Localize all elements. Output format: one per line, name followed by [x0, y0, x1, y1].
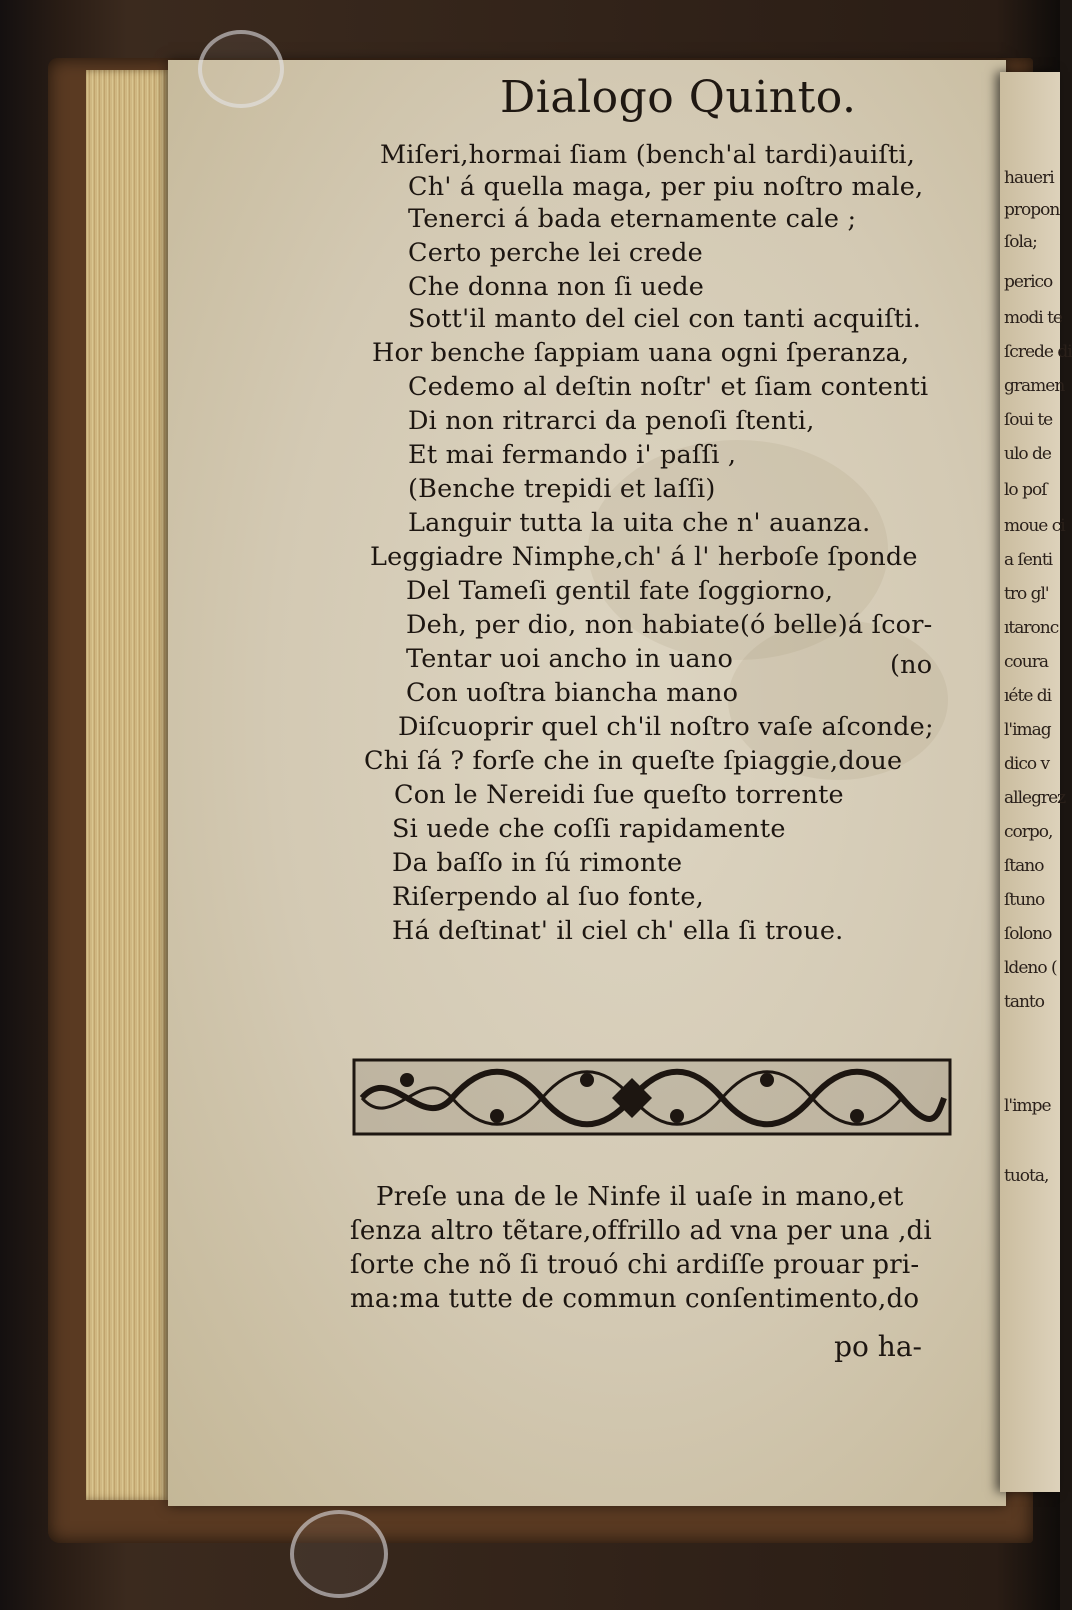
verse-line: Tentar uoi ancho in uano: [406, 644, 733, 674]
page-edges: [86, 70, 170, 1500]
prose-line: ma:ma tutte de commun conſentimento,do: [350, 1284, 920, 1314]
facing-text: allegrez: [1004, 788, 1066, 808]
facing-text: ſola;: [1004, 232, 1037, 252]
verse-line: Del Tameſi gentil fate ſoggiorno,: [406, 576, 834, 606]
facing-text: tanto: [1004, 992, 1044, 1012]
verse-line: Si uede che coſſi rapidamente: [392, 814, 786, 844]
verse-line: Miſeri,hormai ſiam (bench'al tardi)auiſti,: [380, 140, 916, 170]
page-header: Dialogo Quinto.: [500, 72, 857, 123]
facing-text: a ſenti: [1004, 550, 1053, 570]
verse-line: Ch' á quella maga, per piu noſtro male,: [408, 172, 924, 202]
facing-page: [1000, 72, 1072, 1492]
clip-icon: [198, 30, 284, 108]
verse-line: Hor benche ſappiam uana ogni ſperanza,: [372, 338, 910, 368]
facing-text: perico: [1004, 272, 1053, 292]
verse-line: Con le Nereidi ſue queſto torrente: [394, 780, 844, 810]
facing-text: ulo de: [1004, 444, 1051, 464]
facing-text: lo poſ: [1004, 480, 1047, 500]
verse-line: Certo perche lei crede: [408, 238, 703, 268]
verse-line: Riſerpendo al ſuo fonte,: [392, 882, 704, 912]
verse-line: Di non ritrarci da penoſi ſtenti,: [408, 406, 815, 436]
verse-line: Tenerci á bada eternamente cale ;: [408, 204, 857, 234]
facing-text: propon: [1004, 200, 1060, 220]
facing-text: ıtaronc: [1004, 618, 1059, 638]
verse-line: (Benche trepidi et laſſi): [408, 474, 716, 504]
facing-text: ſtuno: [1004, 890, 1045, 910]
verse-line: Deh, per dio, non habiate(ó belle)á ſcor-: [406, 610, 933, 640]
facing-text: dico v: [1004, 754, 1050, 774]
facing-text: corpo,: [1004, 822, 1053, 842]
verse-line: Che donna non ſi uede: [408, 272, 705, 302]
facing-text: ſoui te: [1004, 410, 1053, 430]
catchword: po ha-: [834, 1330, 922, 1363]
prose-line: ſenza altro tẽtare,offrillo ad vna per una ,di: [350, 1216, 932, 1246]
facing-text: coura: [1004, 652, 1048, 672]
ornament-band: [352, 1058, 952, 1136]
verse-line-continuation: (no: [890, 650, 933, 680]
facing-text: ldeno (: [1004, 958, 1057, 978]
verse-line: Cedemo al deſtin noſtr' et ſiam contenti: [408, 372, 929, 402]
facing-text: ſtano: [1004, 856, 1044, 876]
clip-icon: [290, 1510, 388, 1598]
prose-line: Preſe una de le Ninfe il uaſe in mano,et: [376, 1182, 904, 1212]
verse-line: Diſcuoprir quel ch'il noſtro vaſe aſconde;: [398, 712, 934, 742]
facing-text: ıéte di: [1004, 686, 1052, 706]
facing-text: l'impe: [1004, 1096, 1051, 1116]
verse-line: Chi ſá ? forſe che in queſte ſpiaggie,doue: [364, 746, 903, 776]
verse-line: Et mai fermando i' paſſi ,: [408, 440, 737, 470]
facing-text: haueri: [1004, 168, 1054, 188]
facing-text: tuota,: [1004, 1166, 1049, 1186]
verse-line: Languir tutta la uita che n' auanza.: [408, 508, 871, 538]
facing-text: gramen: [1004, 376, 1065, 396]
facing-text: tro gl': [1004, 584, 1049, 604]
verse-line: Da baſſo in ſú rimonte: [392, 848, 683, 878]
facing-text: modi te: [1004, 308, 1062, 328]
facing-text: ſolono: [1004, 924, 1052, 944]
facing-text: moue ci: [1004, 516, 1065, 536]
verse-line: Há deſtinat' il ciel ch' ella ſi troue.: [392, 916, 844, 946]
verse-line: Con uoſtra biancha mano: [406, 678, 739, 708]
verse-line: Leggiadre Nimphe,ch' á l' herboſe ſponde: [370, 542, 918, 572]
facing-text: l'imag: [1004, 720, 1051, 740]
facing-text: ſcrede di: [1004, 342, 1072, 362]
prose-line: ſorte che nõ ſi trouó chi ardiſſe prouar pri-: [350, 1250, 920, 1280]
verse-line: Sott'il manto del ciel con tanti acquiſti.: [408, 304, 921, 334]
